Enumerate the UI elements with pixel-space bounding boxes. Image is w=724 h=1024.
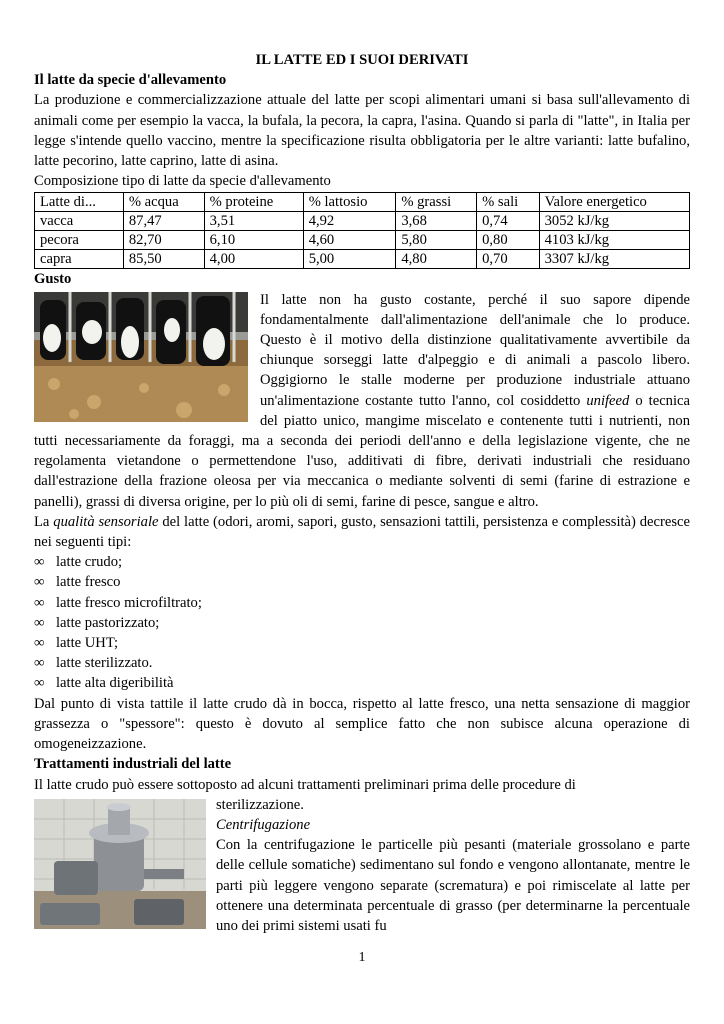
table-cell: 0,80 (477, 231, 540, 250)
table-header-row (35, 193, 690, 212)
list-item (34, 613, 690, 633)
section-heading-specie: Il latte da specie d'allevamento (34, 72, 227, 89)
th-sali: % sali (477, 193, 540, 212)
table-cell: vacca (35, 212, 124, 231)
centrifugazione-paragraph: Con la centrifugazione le particelle più pesanti (materiale grossolano e parte delle cellule somatiche) sedimentano sul fondo e vengono allontanate, mentre le parti più leggere vengono separate (scrematura) e poi rimiscelate al latte per ottenere una determinata percentuale di grasso (per determinarne la percentuale uno dei primi sistemi usati fu (216, 837, 690, 934)
quality-paragraph (34, 512, 690, 552)
table-cell: 6,10 (204, 231, 303, 250)
table-cell: 85,50 (123, 250, 204, 269)
list-item-text: latte alta digeribilità (56, 675, 174, 692)
centrifugazione-title: Centrifugazione (216, 816, 311, 833)
table-cell: 4,80 (396, 250, 477, 269)
table-row (35, 231, 690, 250)
table-caption: Composizione tipo di latte da specie d'allevamento (34, 173, 331, 190)
table-cell: 0,74 (477, 212, 540, 231)
infinity-bullet-icon: ∞ (34, 635, 45, 652)
list-item (34, 552, 690, 572)
table-cell: 87,47 (123, 212, 204, 231)
list-item (34, 572, 690, 592)
infinity-bullet-icon: ∞ (34, 675, 45, 692)
table-cell: 4,00 (204, 250, 303, 269)
table-cell: 4,60 (303, 231, 396, 250)
unifeed-term: unifeed (586, 392, 630, 409)
infinity-bullet-icon: ∞ (34, 614, 45, 631)
section-heading-gusto: Gusto (34, 271, 72, 288)
table-cell: 4,92 (303, 212, 396, 231)
centrifuge-photo (34, 799, 206, 929)
document-page (34, 50, 690, 936)
list-item-text: latte sterilizzato. (56, 655, 153, 672)
table-cell: 3052 kJ/kg (539, 212, 689, 231)
section-heading-trattamenti: Trattamenti industriali del latte (34, 756, 232, 773)
table-cell: 3307 kJ/kg (539, 250, 689, 269)
list-item-text: latte fresco (56, 574, 121, 591)
trattamenti-intro-end: sterilizzazione. (216, 796, 304, 813)
table-cell: 5,80 (396, 231, 477, 250)
infinity-bullet-icon: ∞ (34, 554, 45, 571)
table-cell: 0,70 (477, 250, 540, 269)
table-cell: 82,70 (123, 231, 204, 250)
tactile-paragraph: Dal punto di vista tattile il latte crudo dà in bocca, rispetto al latte fresco, una netta sensazione di maggior grassezza o "spessore": questo è dovuto al semplice fatto che non subisce alcuna operazione di omogeneizzazione. (34, 695, 690, 753)
infinity-bullet-icon: ∞ (34, 594, 45, 611)
quality-text-pre: La (34, 513, 54, 530)
list-item-text: latte crudo; (56, 554, 123, 571)
table-row (35, 250, 690, 269)
trattamenti-intro: Il latte crudo può essere sottoposto ad alcuni trattamenti preliminari prima delle procedure di (34, 776, 576, 793)
table-cell: 3,68 (396, 212, 477, 231)
infinity-bullet-icon: ∞ (34, 655, 45, 672)
th-grassi: % grassi (396, 193, 477, 212)
list-item (34, 673, 690, 693)
composition-table (34, 192, 690, 269)
th-proteine: % proteine (204, 193, 303, 212)
list-item (34, 593, 690, 613)
quality-term: qualità sensoriale (53, 513, 159, 530)
table-cell: 3,51 (204, 212, 303, 231)
table-cell: 4103 kJ/kg (539, 231, 689, 250)
table-cell: 5,00 (303, 250, 396, 269)
table-cell: pecora (35, 231, 124, 250)
table-cell: capra (35, 250, 124, 269)
intro-paragraph: La produzione e commercializzazione attuale del latte per scopi alimentari umani si basa sull'allevamento di animali come per esempio la vacca, la bufala, la pecora, la capra, l'asina. Quando si parla di "latte", in Italia per legge s'intende quello vaccino, mentre la specificazione risulta obbligatoria per le altre varianti: latte bufalino, latte pecorino, latte caprino, latte di asina. (34, 92, 690, 170)
gusto-text-after: o tecnica del piatto unico, mangime miscelato e contenente tutti i nutrienti, non tutti necessariamente da foraggi, ma a seconda dei periodi dell'anno e della legislazione vigente, che ne regolamenta vietandone o permettendone l'uso, additivati di fibre, derivati industriali che residuano dall'estrazione della frazione oleosa per via meccanica o mediante solventi di semi (farine di estrazione e panelli), grassi di diversa origine, per lo più oli di semi, farine di pesce, sangue e altro. (34, 392, 690, 510)
gusto-text-before: Il latte non ha gusto costante, perché il suo sapore dipende fondamentalmente dall'alimentazione dell'animale che lo produce. Questo è il motivo della distinzione qualitativamente avvertibile da chiunque sorseggi latte d'alpeggio e di animali a pascolo libero. Oggigiorno le stalle moderne per produzione industriale attuano un'alimentazione costante tutto l'anno, col cosiddetto (260, 291, 690, 409)
quality-text-post: del latte (odori, aromi, sapori, gusto, sensazioni tattili, persistenza e complessità) decresce nei seguenti tipi: (34, 513, 690, 551)
th-acqua: % acqua (123, 193, 204, 212)
list-item-text: latte UHT; (56, 635, 119, 652)
cows-feeding-photo (34, 292, 248, 422)
th-lattosio: % lattosio (303, 193, 396, 212)
th-latte: Latte di... (35, 193, 124, 212)
list-item (34, 633, 690, 653)
list-item-text: latte pastorizzato; (56, 614, 160, 631)
th-energia: Valore energetico (539, 193, 689, 212)
infinity-bullet-icon: ∞ (34, 574, 45, 591)
table-row (35, 212, 690, 231)
list-item (34, 653, 690, 673)
page-number: 1 (358, 950, 366, 965)
milk-types-list (34, 552, 690, 693)
list-item-text: latte fresco microfiltrato; (56, 594, 202, 611)
page-title: IL LATTE ED I SUOI DERIVATI (255, 52, 469, 68)
